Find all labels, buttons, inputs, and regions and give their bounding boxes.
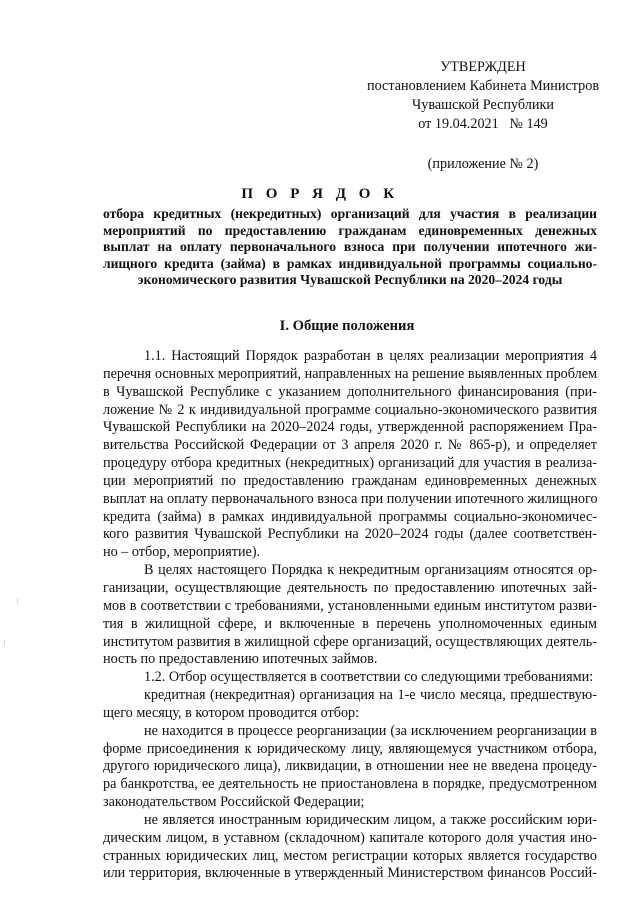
document-title: П О Р Я Д О К <box>241 186 399 202</box>
section-heading: I. Общие положения <box>279 318 415 334</box>
body-line: 1.2. Отбор осуществляется в соответствии со следующими требованиями: <box>144 669 594 686</box>
approval-republic: Чувашской Республики <box>412 97 554 113</box>
annex-label: (приложение № 2) <box>427 156 539 172</box>
subtitle-line: экономического развития Чувашской Республики на 2020–2024 годы <box>137 272 563 288</box>
subtitle-line: выплат на оплату первоначального взноса при получении ипотечного жи- <box>103 239 597 255</box>
body-line: не является иностранным юридическим лицом, а также российским юри- <box>144 811 597 828</box>
approval-date-number: от 19.04.2021 № 149 <box>418 116 548 132</box>
subtitle-line: отбора кредитных (некредитных) организаций для участия в реализации <box>103 206 597 221</box>
subtitle-line: лищного кредита (займа) в рамках индивидуальной программы социально- <box>103 255 597 271</box>
body-line: кого развития Чувашской Республики на 2020–2024 годы (далее соответствен- <box>103 526 597 543</box>
body-line: законодательством Российской Федерации; <box>103 794 365 811</box>
body-line: кредита (займа) в рамках индивидуальной программы социально-экономичес- <box>103 508 597 525</box>
body-line: форме присоединения к юридическому лицу, являющемуся участником отбора, <box>103 740 597 757</box>
body-line: странных юридических лиц, местом регистрации которых является государство <box>103 847 597 864</box>
approval-stamp <box>358 58 608 174</box>
body-line: другого юридического лица), ликвидации, в отношении нее не введена процеду- <box>103 758 597 775</box>
body-line: щего месяцу, в котором проводится отбор: <box>103 704 360 721</box>
approval-issuer: постановлением Кабинета Министров <box>366 78 600 94</box>
body-line: кредитная (некредитная) организация на 1-е число месяца, предшествую- <box>144 687 597 704</box>
body-line: тия в жилищной сфере, и включенные в перечень уполномоченных единым <box>103 615 597 632</box>
body-line: не находится в процессе реорганизации (за исключением реорганизации в <box>144 722 597 739</box>
body-line: вительства Российской Федерации от 3 апреля 2020 г. № 865-р), и определяет <box>103 437 597 454</box>
body-line: мов в соответствии с требованиями, установленными единым институтом разви- <box>103 597 597 614</box>
scan-margin-mark <box>4 640 5 645</box>
body-line: перечня основных мероприятий, направленных на решение выявленных проблем <box>103 365 597 382</box>
body-line: ганизации, осуществляющие деятельность по предоставлению ипотечных зай- <box>103 579 597 596</box>
approval-heading: УТВЕРЖДЕН <box>440 59 526 75</box>
document-subtitle <box>103 206 597 289</box>
body-line: В целях настоящего Порядка к некредитным организациям относятся ор- <box>144 562 597 579</box>
body-line: ра банкротства, ее деятельность не приостановлена в порядке, предусмотренном <box>103 776 597 793</box>
body-line: ложение № 2 к индивидуальной программе социально-экономического развития <box>103 401 597 418</box>
body-line: процедуру отбора кредитных (некредитных) организаций для участия в реализа- <box>103 455 597 472</box>
body-line: в Чувашской Республике с указанием дополнительного финансирования (при- <box>103 383 597 400</box>
body-line: 1.1. Настоящий Порядок разработан в целях реализации мероприятия 4 <box>144 348 597 364</box>
body-line: ции мероприятий по предоставлению гражданам единовременных денежных <box>103 472 597 489</box>
body-line: институтом развития в жилищной сфере организаций, осуществляющих деятель- <box>103 633 597 650</box>
body-line: дическим лицом, в уставном (складочном) капитале которого доля участия ино- <box>103 829 597 846</box>
scan-margin-mark <box>17 598 18 604</box>
document-body <box>103 348 597 883</box>
body-line: Чувашской Республики на 2020–2024 годы, утвержденной распоряжением Пра- <box>103 419 597 436</box>
subtitle-line: мероприятий по предоставлению гражданам единовременных денежных <box>103 222 597 238</box>
body-line: но – отбор, мероприятие). <box>103 544 261 561</box>
body-line: выплат на оплату первоначального взноса при получении ипотечного жилищного <box>103 490 598 507</box>
body-line: или территория, включенные в утвержденный Министерством финансов Россий- <box>103 865 597 882</box>
body-line: ность по предоставлению ипотечных займов. <box>103 651 378 668</box>
